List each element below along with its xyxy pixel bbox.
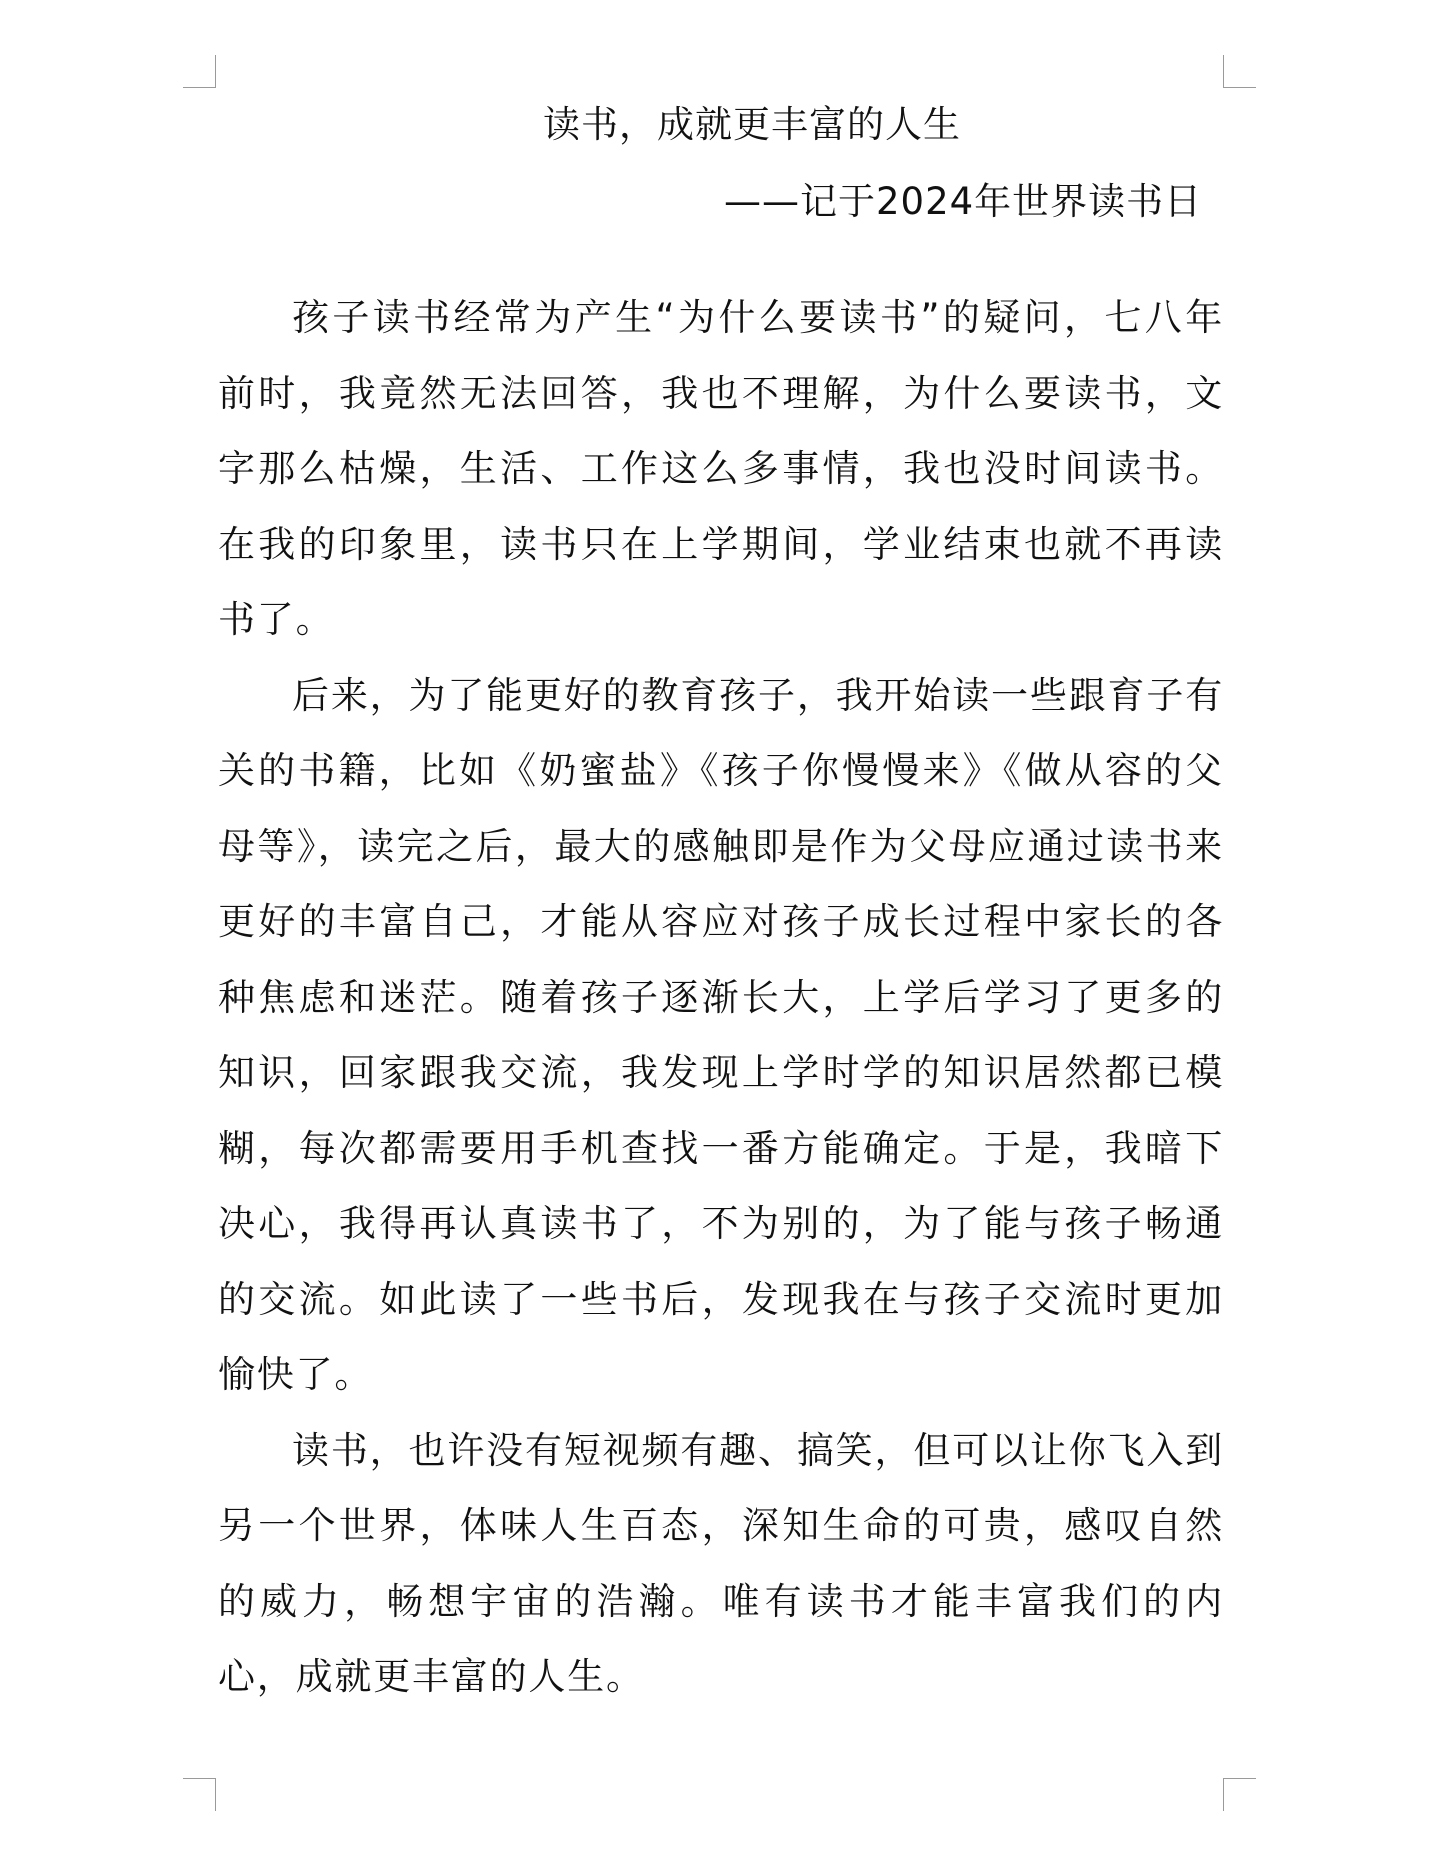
paragraph-2: 后来，为了能更好的教育孩子，我开始读一些跟育子有关的书籍，比如《奶蜜盐》《孩子你慢慢来》《做从容的父母等》，读完之后，最大的感触即是作为父母应通过读书来更好的丰富自己，才能从容应对孩子成长过程中家长的各种焦虑和迷茫。随着孩子逐渐长大，上学后学习了更多的知识，回家跟我交流，我发现上学时学的知识居然都已模糊，每次都需要用手机查找一番方能确定。于是，我暗下决心，我得再认真读书了，不为别的，为了能与孩子畅通的交流。如此读了一些书后，发现我在与孩子交流时更加愉快了。	[218, 673, 1224, 1396]
document-subtitle: ——记于2024年世界读书日	[724, 180, 1203, 223]
document-body	[218, 280, 1224, 1715]
margin-mark-bottom-left	[183, 1778, 216, 1811]
margin-mark-bottom-right	[1223, 1778, 1256, 1811]
document-title: 读书，成就更丰富的人生	[543, 103, 961, 146]
paragraph-1: 孩子读书经常为产生“为什么要读书”的疑问，七八年前时，我竟然无法回答，我也不理解，为什么要读书，文字那么枯燥，生活、工作这么多事情，我也没时间读书。在我的印象里，读书只在上学期间，学业结束也就不再读书了。	[218, 296, 1224, 641]
paragraph-3: 读书，也许没有短视频有趣、搞笑，但可以让你飞入到另一个世界，体味人生百态，深知生命的可贵，感叹自然的威力，畅想宇宙的浩瀚。唯有读书才能丰富我们的内心，成就更丰富的人生。	[218, 1428, 1224, 1698]
margin-mark-top-left	[183, 55, 216, 88]
margin-mark-top-right	[1223, 55, 1256, 88]
